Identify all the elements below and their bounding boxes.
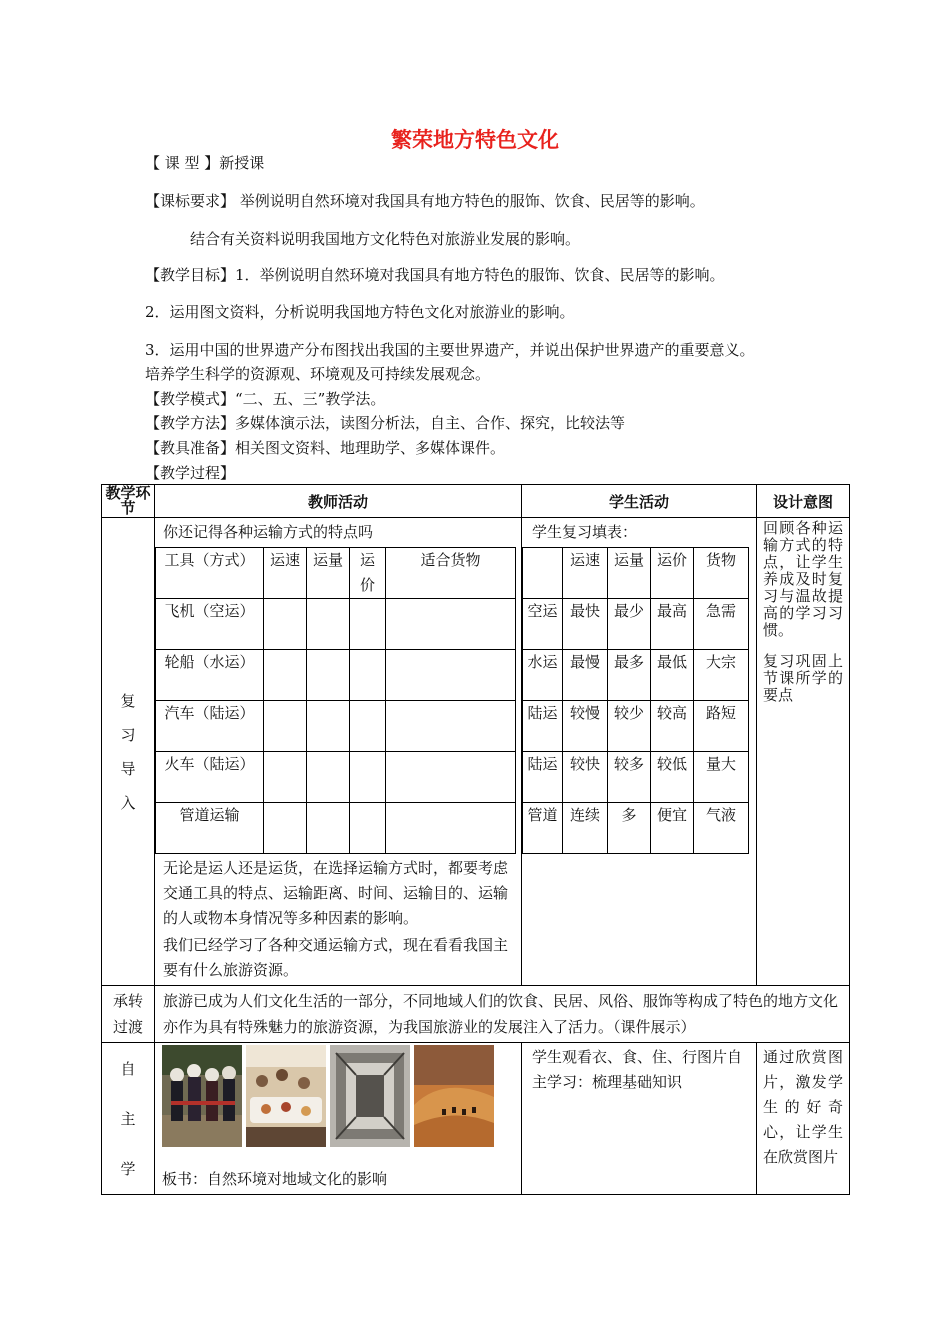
section-self-study-row [102, 1043, 850, 1195]
header-student: 学生活动 [522, 485, 757, 518]
design-note-2: 复习巩固上节课所学的要点 [763, 652, 843, 704]
desert-camel-photo [414, 1045, 494, 1147]
table-row: 汽车（陆运） [156, 701, 516, 752]
student-review-cell [522, 518, 757, 986]
teacher-review-cell [155, 518, 522, 986]
design-note-1: 回顾各种运输方式的特点，让学生养成及时复习与温故提高的学习习惯。 [763, 519, 843, 639]
page-title: 繁荣地方特色文化 [391, 128, 559, 152]
teacher-intro: 你还记得各种运输方式的特点吗 [163, 523, 374, 541]
student-transport-table [522, 547, 749, 854]
teaching-process-line: 【教学过程】 [145, 464, 236, 482]
stage-review-label: 复 习 导 入 [102, 518, 155, 986]
student-self-study-cell: 学生观看衣、食、住、行图片自主学习：梳理基础知识 [522, 1043, 757, 1195]
minority-costume-photo [162, 1045, 242, 1147]
teacher-transport-table [155, 547, 516, 854]
table-row: 水运 最慢 最多 最低 大宗 [523, 650, 749, 701]
board-note: 板书：自然环境对地域文化的影响 [162, 1170, 388, 1188]
stage-self-study-label: 自 主 学 [102, 1043, 155, 1195]
table-row: 火车（陆运） [156, 752, 516, 803]
teaching-tools-line: 【教具准备】相关图文资料、地理助学、多媒体课件。 [145, 439, 506, 457]
table-header-row [102, 485, 850, 518]
transition-text: 旅游已成为人们文化生活的一部分，不同地域人们的饮食、民居、风俗、服饰等构成了特色的地方文化亦作为具有特殊魅力的旅游资源，为我国旅游业的发展注入了活力。（课件展示） [155, 986, 850, 1043]
th-cargo: 适合货物 [386, 548, 516, 599]
student-table-header: 运速 运量 运价 货物 [523, 548, 749, 599]
teaching-method-line: 【教学方法】多媒体演示法，读图分析法，自主、合作、探究，比较法等 [145, 414, 626, 432]
standard-requirement-line-2: 结合有关资料说明我国地方文化特色对旅游业发展的影响。 [190, 230, 581, 248]
earth-building-photo [330, 1045, 410, 1147]
header-teacher: 教师活动 [155, 485, 522, 518]
th-volume: 运量 [307, 548, 350, 599]
table-row: 空运 最快 最少 最高 急需 [523, 599, 749, 650]
teaching-process-table [101, 484, 850, 1195]
th-tool: 工具（方式） [156, 548, 264, 599]
th-speed: 运速 [264, 548, 307, 599]
th-price: 运价 [350, 548, 386, 599]
banquet-food-photo [246, 1045, 326, 1147]
section-transition-row [102, 986, 850, 1043]
teacher-paragraph-1: 无论是运人还是运货，在选择运输方式时，都要考虑交通工具的特点、运输距离、时间、运输目的、运输的人或物本身情况等多种因素的影响。 [163, 859, 509, 927]
student-intro: 学生复习填表： [532, 523, 638, 541]
course-type-line: 【 课 型 】新授课 [145, 154, 265, 172]
teaching-goal-line-3: 3．运用中国的世界遗产分布图找出我国的主要世界遗产，并说出保护世界遗产的重要意义。 [145, 341, 755, 359]
teaching-mode-line: 【教学模式】“二、五、三”教学法。 [145, 390, 386, 408]
table-row: 轮船（水运） [156, 650, 516, 701]
teacher-table-header [156, 548, 516, 599]
teacher-self-study-cell [155, 1043, 522, 1195]
table-row: 管道运输 [156, 803, 516, 854]
teaching-goal-line-4: 培养学生科学的资源观、环境观及可持续发展观念。 [145, 365, 491, 383]
table-row: 陆运 较快 较多 较低 量大 [523, 752, 749, 803]
design-self-study-cell: 通过欣赏图片，激发学生的好奇心，让学生在欣赏图片 [757, 1043, 850, 1195]
teaching-goal-line-1: 【教学目标】1．举例说明自然环境对我国具有地方特色的服饰、饮食、民居等的影响。 [145, 266, 725, 284]
header-design: 设计意图 [757, 485, 850, 518]
stage-transition-label: 承转 过渡 [102, 986, 155, 1043]
table-row: 陆运 较慢 较少 较高 路短 [523, 701, 749, 752]
section-review-row [102, 518, 850, 986]
table-row: 管道 连续 多 便宜 气液 [523, 803, 749, 854]
standard-requirement-line: 【课标要求】 举例说明自然环境对我国具有地方特色的服饰、饮食、民居等的影响。 [145, 192, 705, 210]
table-row: 飞机（空运） [156, 599, 516, 650]
design-review-cell [757, 518, 850, 986]
header-stage: 教学环节 [102, 485, 155, 518]
teacher-paragraph-2: 我们已经学习了各种交通运输方式，现在看看我国主要有什么旅游资源。 [163, 936, 509, 979]
teaching-goal-line-2: 2．运用图文资料，分析说明我国地方特色文化对旅游业的影响。 [145, 303, 575, 321]
